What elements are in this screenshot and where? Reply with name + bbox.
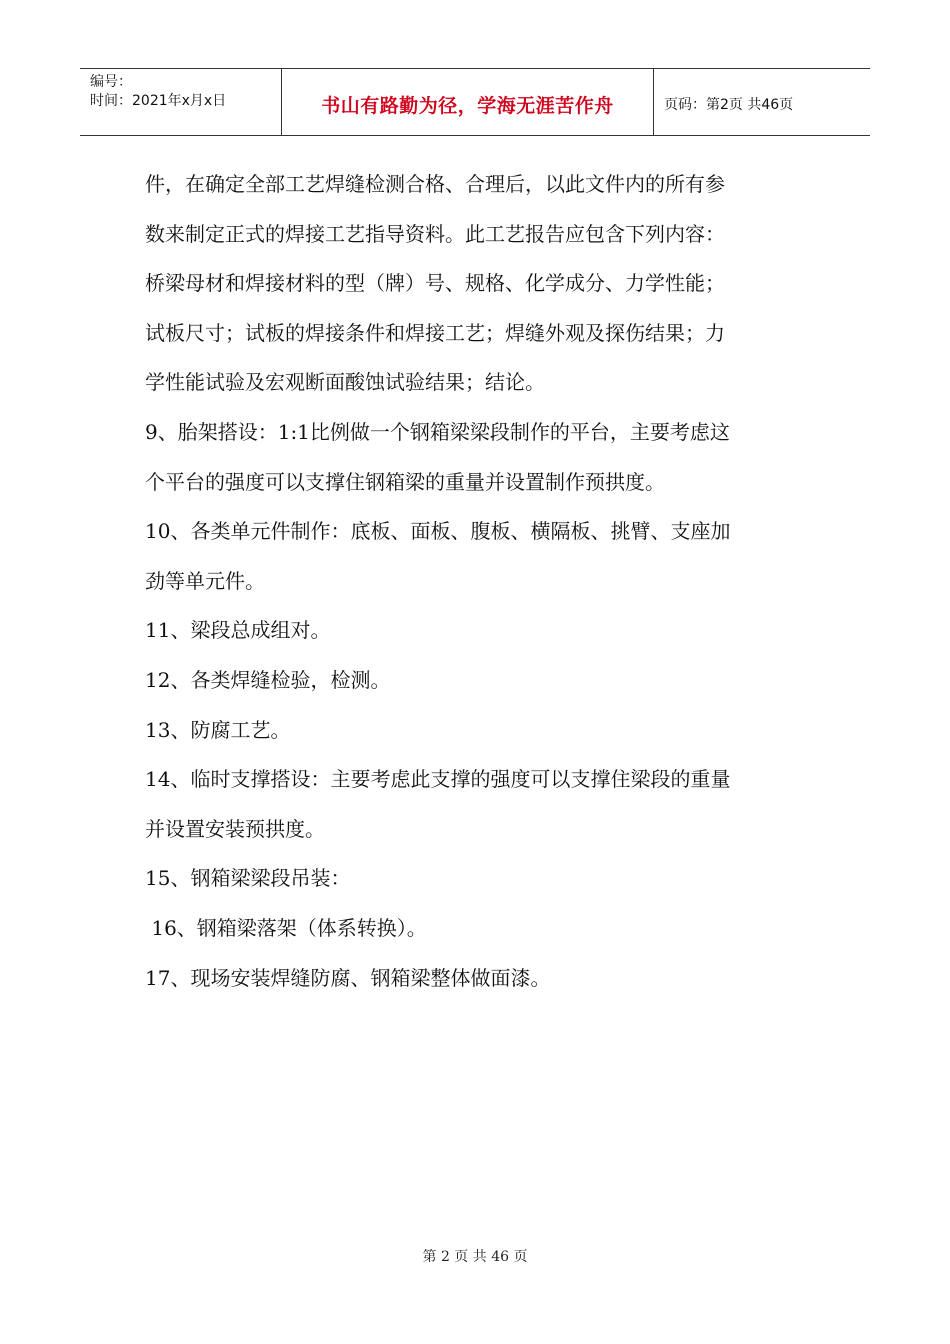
body-line: 15、钢箱梁梁段吊装： [145,866,351,891]
body-line: 14、临时支撑搭设：主要考虑此支撑的强度可以支撑住梁段的重量 [145,767,731,792]
body-line: 12、各类焊缝检验，检测。 [145,667,391,692]
document-header [80,68,870,136]
body-line: 劲等单元件。 [145,568,265,593]
body-line: 试板尺寸；试板的焊接条件和焊接工艺；焊缝外观及探伤结果；力 [145,320,725,345]
document-body [145,160,825,1003]
body-line: 9、胎架搭设：1:1比例做一个钢箱梁梁段制作的平台，主要考虑这 [145,419,730,444]
body-line: 件，在确定全部工艺焊缝检测合格、合理后，以此文件内的所有参 [145,172,725,196]
header-meta-cell [80,69,282,135]
body-line: 个平台的强度可以支撑住钢箱梁的重量并设置制作预拱度。 [145,469,665,494]
page-footer: 第 2 页 共 46 页 [422,1249,528,1265]
document-number-label: 编号： [90,74,132,90]
document-date: 时间：2021年x月x日 [90,93,227,109]
body-line: 并设置安装预拱度。 [145,816,325,841]
body-line: 13、防腐工艺。 [145,717,291,742]
body-line: 17、现场安装焊缝防腐、钢箱梁整体做面漆。 [145,965,551,990]
body-line: 学性能试验及宏观断面酸蚀试验结果；结论。 [145,370,545,395]
body-line: 桥梁母材和焊接材料的型（牌）号、规格、化学成分、力学性能； [145,271,725,296]
header-motto: 书山有路勤为径，学海无涯苦作舟 [282,69,654,135]
body-line: 16、钢箱梁落架（体系转换）。 [145,915,427,940]
body-line: 数来制定正式的焊接工艺指导资料。此工艺报告应包含下列内容： [145,221,725,246]
body-line: 11、梁段总成组对。 [145,618,331,643]
body-line: 10、各类单元件制作：底板、面板、腹板、横隔板、挑臂、支座加 [145,519,731,544]
header-page-info: 页码：第2页 共46页 [664,97,794,113]
